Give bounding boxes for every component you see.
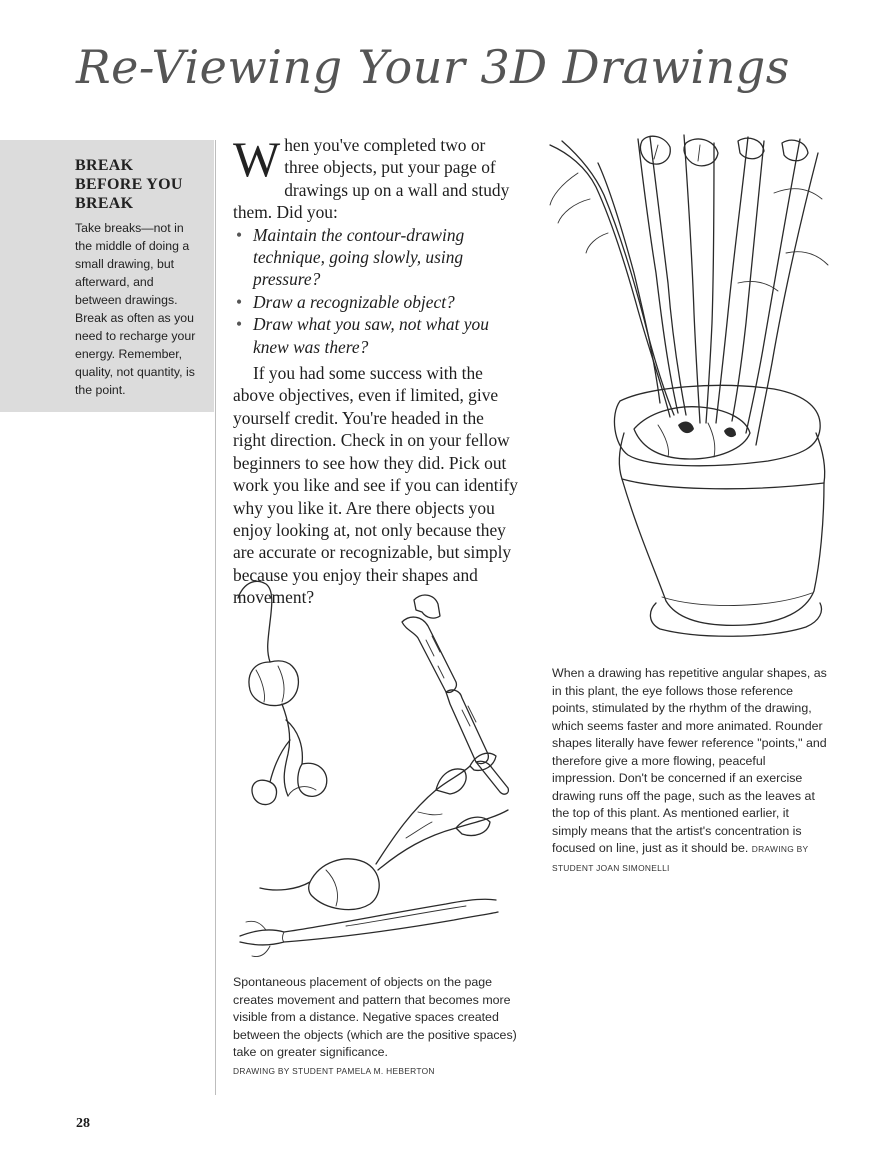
scallion-sketch — [240, 899, 498, 956]
contour-drawing-plant-svg — [538, 133, 838, 658]
sidebar-tip-box — [0, 140, 214, 412]
objects-caption-text: Spontaneous placement of objects on the page creates movement and pattern that becomes more visible from a distance. Negative spaces created between the objects (which are the positive spaces) take on greater significance. — [233, 975, 517, 1059]
body-paragraph: If you had some success with the above objectives, even if limited, give yourself credit. You're headed in the right direction. Check in on your fellow beginners to see how they did. Pick out work you like and see if you can identify why you like it. Are there objects you enjoy looking at, not only because they are accurate or recognizable, but simply because you enjoy their shapes and movement? — [233, 363, 518, 608]
turnip-sketch — [260, 753, 508, 909]
drop-cap: W — [233, 131, 281, 187]
plant-bulb — [634, 407, 750, 459]
contour-drawing-objects-svg — [226, 570, 526, 970]
sidebar-heading: BREAK BEFORE YOU BREAK — [75, 157, 183, 212]
plant-stems — [550, 135, 828, 445]
main-text — [233, 131, 518, 609]
contour-drawing-objects — [226, 570, 526, 970]
checklist — [233, 224, 518, 358]
page-number: 28 — [76, 1116, 90, 1131]
objects-caption-credit: DRAWING BY STUDENT PAMELA M. HEBERTON — [233, 1065, 435, 1076]
plant-caption — [552, 665, 827, 877]
checklist-item: • Draw a recognizable object? — [233, 291, 518, 313]
column-divider — [215, 140, 216, 1095]
checklist-item: • Draw what you saw, not what you knew was there? — [233, 313, 518, 358]
plant-leaves — [640, 136, 808, 166]
page-title: Re-Viewing Your 3D Drawings — [76, 40, 790, 94]
objects-caption — [233, 974, 523, 1080]
intro-paragraph — [233, 131, 518, 224]
contour-drawing-plant — [538, 133, 838, 658]
intro-text: hen you've completed two or three objects, put your page of drawings up on a wall and study them. Did you: — [233, 135, 510, 223]
plant-pot — [614, 385, 824, 636]
checklist-item: • Maintain the contour-drawing technique, going slowly, using pressure? — [233, 224, 518, 291]
sidebar-body: Take breaks—not in the middle of doing a small drawing, but afterward, and between drawings. Break as often as you need to recharge your energy. Remember, quality, not quantity, is the point. — [75, 221, 196, 397]
plant-caption-credit: DRAWING BY STUDENT JOAN SIMONELLI — [552, 844, 809, 873]
plant-caption-text: When a drawing has repetitive angular shapes, as in this plant, the eye follows those reference points, stimulated by the rhythm of the drawing, which seems faster and more animated. Rounder shapes literally have fewer reference "points," and therefore give a more flowing, peaceful impression. Don't be concerned if an exercise drawing runs off the page, such as the leaves at the top of this plant. As mentioned earlier, it simply means that the artist's concentration is focused on line, just as it should be. — [552, 666, 827, 855]
beet-sketch — [238, 581, 327, 804]
